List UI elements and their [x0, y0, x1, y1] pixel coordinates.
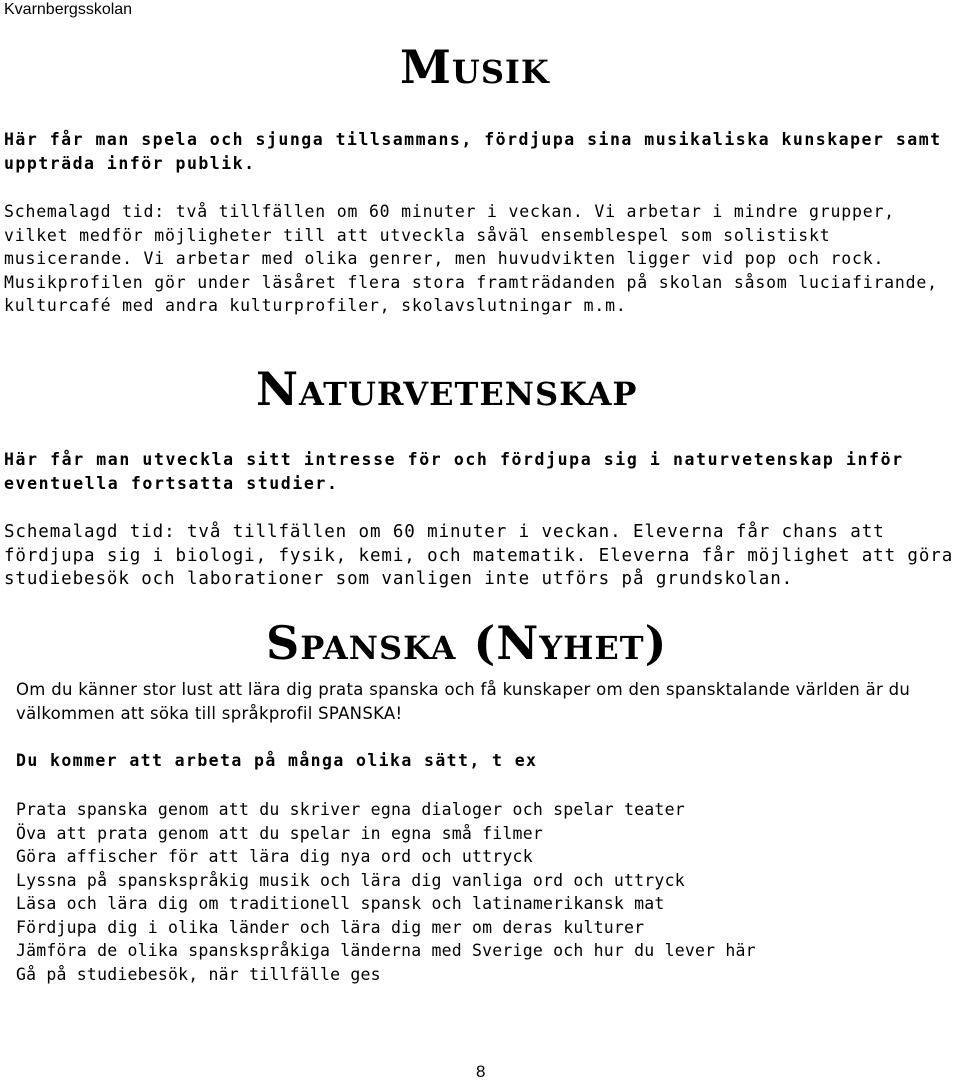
spanska-methods-list [16, 798, 756, 986]
naturvetenskap-body: Schemalagd tid: två tillfällen om 60 minuter i veckan. Eleverna får chans att fördjupa sig i biologi, fysik, kemi, och matematik. Eleverna får möjlighet att göra studiebesök och laborationer som vanligen inte utförs på grundskolan. [4, 522, 954, 589]
list-item: Läsa och lära dig om traditionell spansk och latinamerikansk mat [16, 894, 665, 913]
list-item: Göra affischer för att lära dig nya ord och uttryck [16, 847, 533, 866]
spanska-methods-heading: Du kommer att arbeta på många olika sätt, t ex [16, 751, 538, 770]
list-item: Fördjupa dig i olika länder och lära dig mer om deras kulturer [16, 917, 645, 937]
list-item: Lyssna på spanskspråkig musik och lära dig vanliga ord och uttryck [16, 870, 685, 890]
section-title-musik: Musik [400, 40, 550, 94]
naturvetenskap-intro: Här får man utveckla sitt intresse för och fördjupa sig i naturvetenskap inför eventuella fortsatta studier. [4, 450, 904, 493]
section-title-naturvetenskap: Naturvetenskap [256, 362, 638, 416]
list-item: Gå på studiebesök, när tillfälle ges [16, 964, 381, 984]
spanska-intro: Om du känner stor lust att lära dig prata spanska och få kunskaper om den spansktalande världen är du välkommen att söka till språkprofil SPANSKA! [16, 680, 911, 723]
school-name: Kvarnbergsskolan [4, 1, 133, 18]
section-title-spanska: Spanska (Nyhet) [266, 616, 668, 670]
list-item: Öva att prata genom att du spelar in egna små filmer [16, 823, 543, 843]
list-item: Jämföra de olika spanskspråkiga länderna med Sverige och hur du lever här [16, 941, 756, 960]
musik-intro: Här får man spela och sjunga tillsammans, fördjupa sina musikaliska kunskaper samt uppträda inför publik. [4, 130, 942, 173]
page-number: 8 [476, 1062, 486, 1081]
list-item: Prata spanska genom att du skriver egna dialoger och spelar teater [16, 800, 685, 819]
musik-body: Schemalagd tid: två tillfällen om 60 minuter i veckan. Vi arbetar i mindre grupper, vilket medför möjligheter till att utveckla såväl ensemblespel som solistiskt musicerande. Vi arbetar med olika genrer, men huvudvikten ligger vid pop och rock. Musikprofilen gör under läsåret flera stora framträdanden på skolan såsom luciafirande, kulturcafé med andra kulturprofiler, skolavslutningar m.m. [4, 202, 938, 315]
